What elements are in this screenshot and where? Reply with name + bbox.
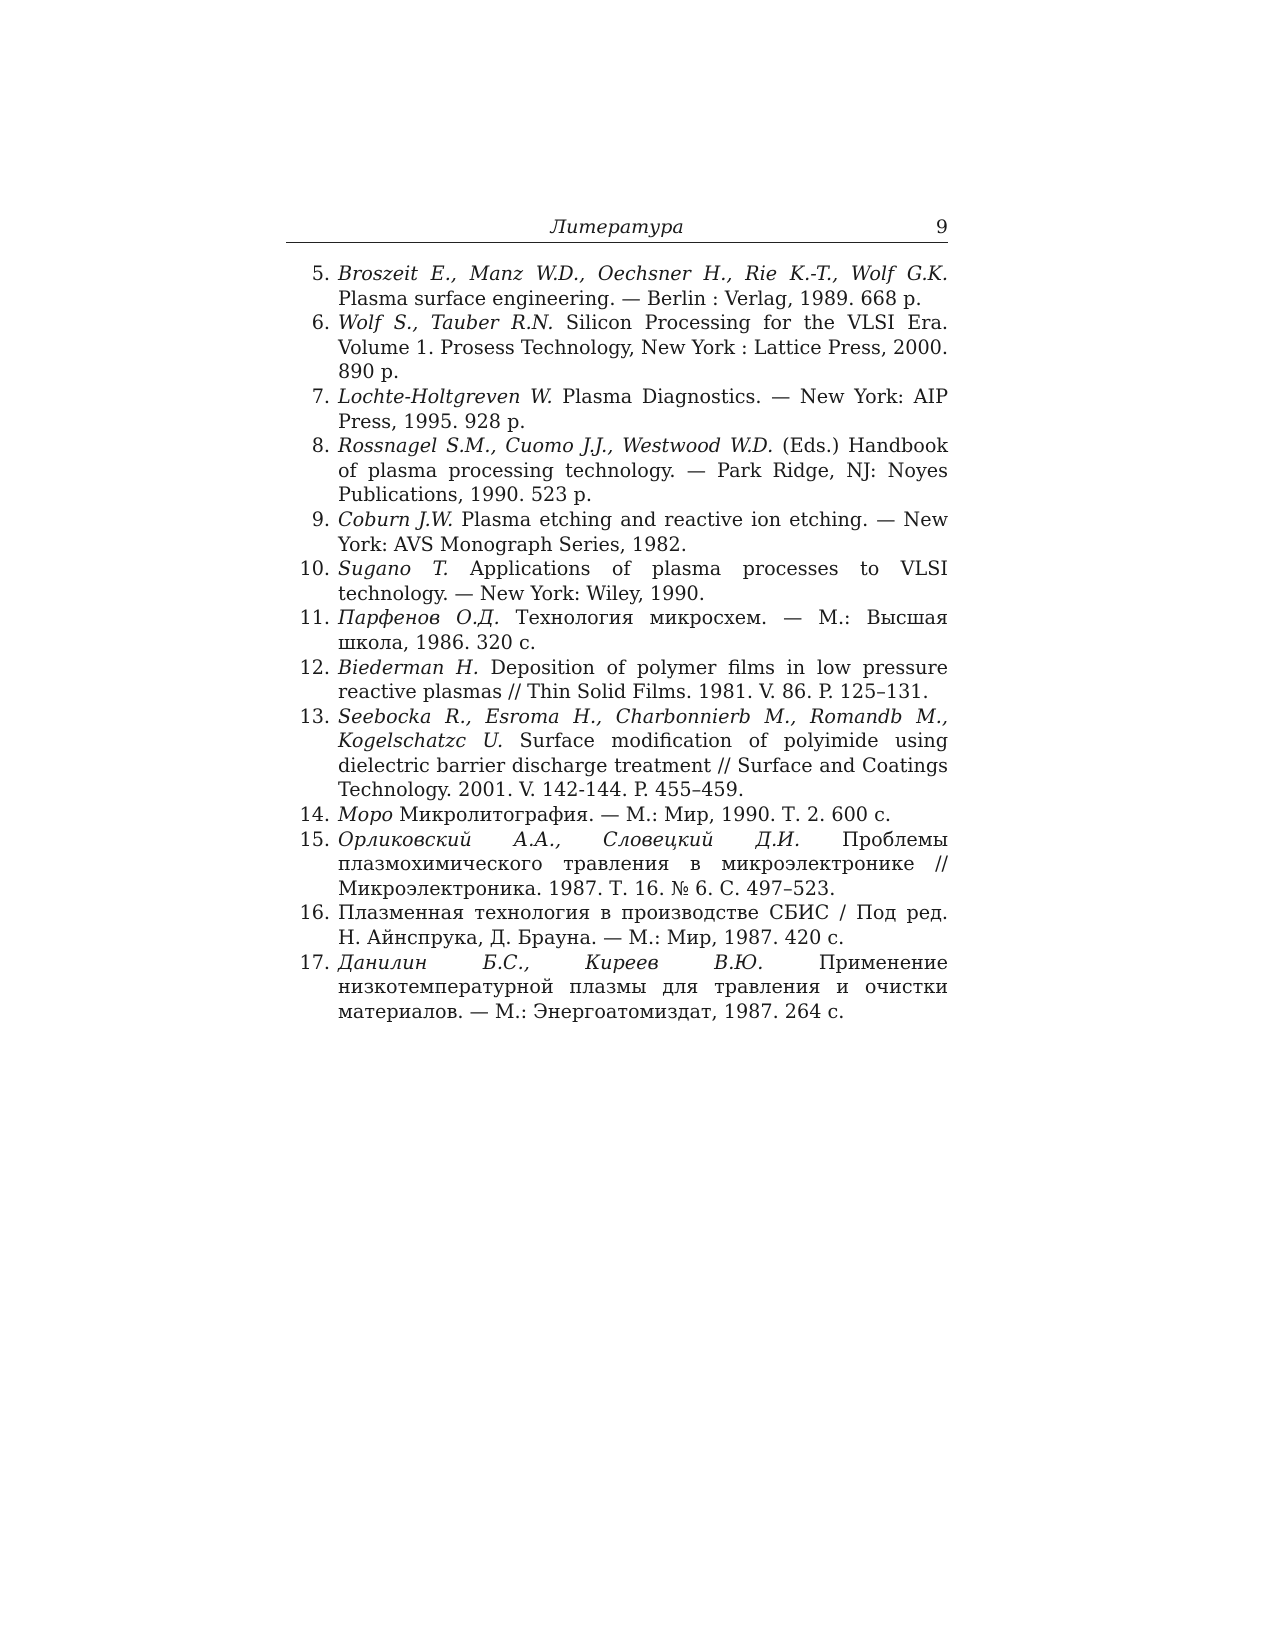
reference-number: 17. bbox=[299, 950, 330, 974]
reference-authors: Biederman H. bbox=[338, 655, 479, 679]
reference-item bbox=[286, 262, 948, 311]
reference-item bbox=[286, 705, 948, 803]
reference-authors: Rossnagel S.M., Cuomo J.J., Westwood W.D. bbox=[338, 434, 774, 458]
reference-item bbox=[286, 828, 948, 902]
running-title: Литература bbox=[550, 216, 684, 238]
reference-item bbox=[286, 803, 948, 828]
page-header bbox=[286, 212, 948, 243]
reference-number: 9. bbox=[311, 507, 330, 531]
reference-item bbox=[286, 508, 948, 557]
reference-number: 13. bbox=[299, 704, 330, 728]
reference-item bbox=[286, 557, 948, 606]
reference-text: Applications of plasma processes to VLSI technology. — New York: Wiley, 1990. bbox=[338, 557, 948, 605]
reference-text: Технология микросхем. — М.: Высшая школа, 1986. 320 с. bbox=[338, 606, 948, 654]
page-number: 9 bbox=[935, 216, 948, 238]
reference-text: Проблемы плазмохимического травления в микроэлектронике // Микроэлектроника. 1987. Т. 16. № 6. С. 497–523. bbox=[338, 827, 948, 900]
reference-text: Плазменная технология в производстве СБИС / Под ред. Н. Айнспрука, Д. Брауна. — М.: Мир, 1987. 420 с. bbox=[338, 901, 948, 950]
reference-item bbox=[286, 901, 948, 950]
reference-number: 16. bbox=[299, 901, 330, 925]
reference-authors: Wolf S., Tauber R.N. bbox=[338, 311, 554, 335]
reference-number: 10. bbox=[299, 557, 330, 581]
reference-number: 8. bbox=[311, 434, 330, 458]
reference-authors: Lochte-Holtgreven W. bbox=[338, 384, 553, 408]
reference-text: Микролитография. — М.: Мир, 1990. Т. 2. 600 с. bbox=[393, 803, 891, 827]
reference-number: 11. bbox=[299, 606, 330, 630]
reference-number: 15. bbox=[299, 827, 330, 851]
reference-number: 12. bbox=[299, 655, 330, 679]
reference-item bbox=[286, 385, 948, 434]
reference-item bbox=[286, 606, 948, 655]
reference-authors: Broszeit E., Manz W.D., Oechsner H., Rie K.-T., Wolf G.K. bbox=[338, 262, 948, 285]
reference-authors: Орликовский А.А., Словецкий Д.И. bbox=[338, 827, 801, 851]
reference-item bbox=[286, 951, 948, 1025]
reference-text: Deposition of polymer films in low pressure reactive plasmas // Thin Solid Films. 1981. V. 86. P. 125–131. bbox=[338, 655, 948, 704]
reference-text: Surface modification of polyimide using dielectric barrier discharge treatment // Surface and Coatings Technology. 2001. V. 142-144. P. 455–459. bbox=[338, 729, 948, 802]
reference-item bbox=[286, 311, 948, 385]
reference-number: 6. bbox=[311, 311, 330, 335]
reference-text: (Eds.) Handbook of plasma processing technology. — Park Ridge, NJ: Noyes Publications, 1990. 523 p. bbox=[338, 434, 948, 507]
reference-text: Plasma Diagnostics. — New York: AIP Press, 1995. 928 p. bbox=[338, 384, 948, 433]
reference-authors: Sugano T. bbox=[338, 557, 449, 581]
reference-number: 14. bbox=[299, 803, 330, 827]
reference-authors: Моро bbox=[338, 803, 394, 827]
reference-authors: Парфенов О.Д. bbox=[338, 606, 500, 630]
reference-list bbox=[286, 262, 948, 1024]
reference-text: Plasma etching and reactive ion etching. — New York: AVS Monograph Series, 1982. bbox=[338, 507, 948, 556]
reference-text: Plasma surface engineering. — Berlin : Verlag, 1989. 668 p. bbox=[338, 286, 922, 310]
reference-text: Применение низкотемпературной плазмы для травления и очистки материалов. — М.: Энергоатомиздат, 1987. 264 с. bbox=[338, 950, 948, 1023]
reference-number: 5. bbox=[311, 262, 330, 285]
reference-number: 7. bbox=[311, 384, 330, 408]
reference-authors: Coburn J.W. bbox=[338, 507, 454, 531]
reference-authors: Данилин Б.С., Киреев В.Ю. bbox=[338, 950, 764, 974]
reference-authors: Seebocka R., Esroma H., Charbonnierb M., Romandb M., Kogelschatzc U. bbox=[338, 704, 948, 753]
reference-text: Silicon Processing for the VLSI Era. Volume 1. Prosess Technology, New York : Lattice Press, 2000. 890 p. bbox=[338, 311, 948, 384]
reference-item bbox=[286, 434, 948, 508]
reference-item bbox=[286, 656, 948, 705]
